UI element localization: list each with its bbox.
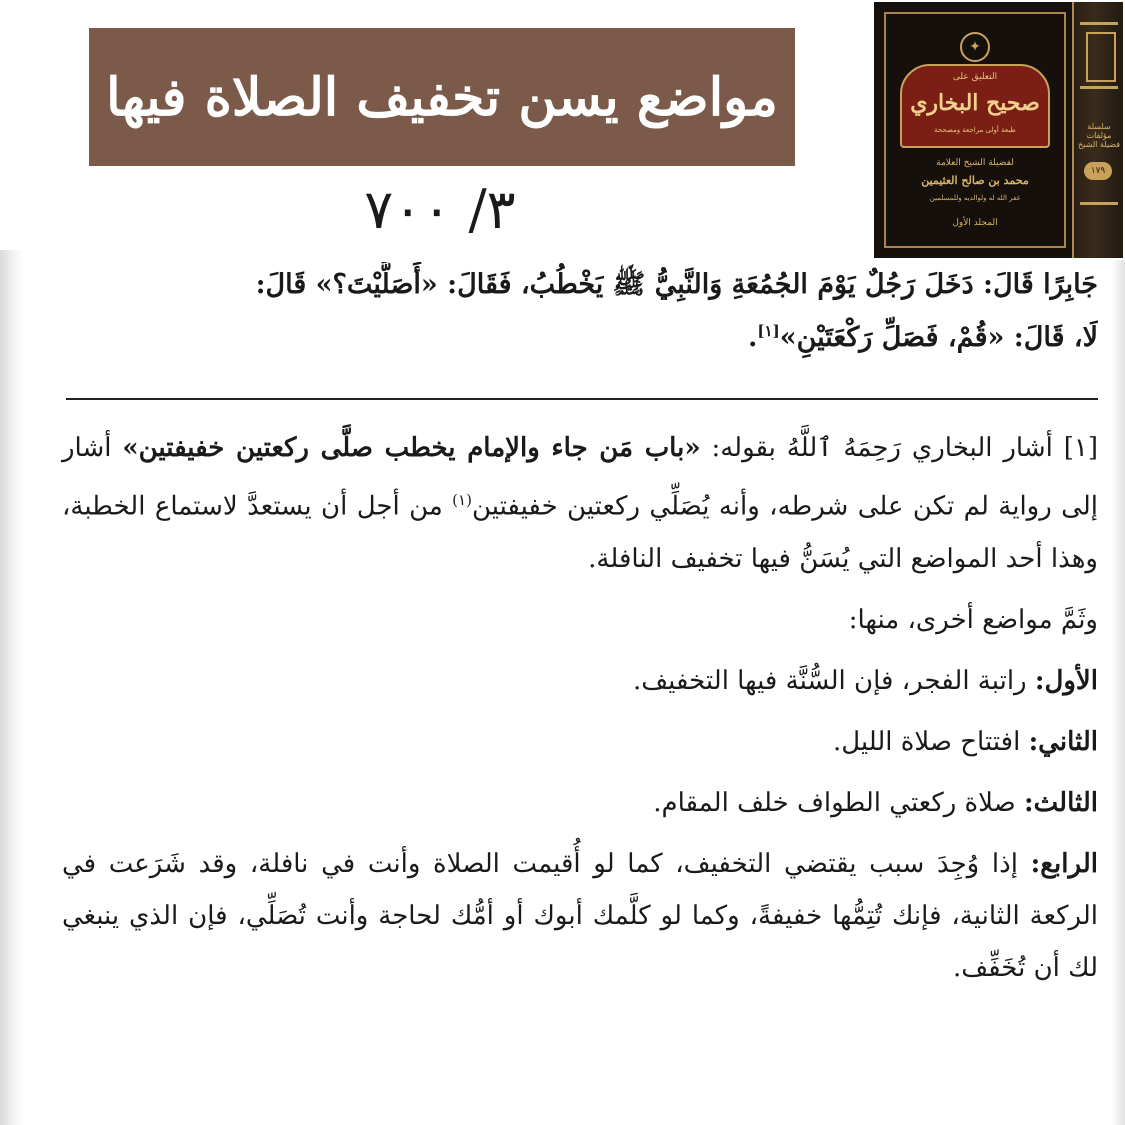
- commentary-text: من أجل أن يستعدَّ لاستماع الخطبة، وهذا أحد المواضع التي يُسَنُّ فيها تخفيف النافلة.: [62, 491, 1098, 574]
- list-item: [62, 838, 1098, 994]
- list-item: [62, 777, 1098, 829]
- hadith-quote: لَا، قَالَ: «قُمْ، فَصَلِّ رَكْعَتَيْنِ»: [779, 322, 1098, 353]
- cover-main-title: صحيح البخاري: [910, 90, 1040, 116]
- list-item: [62, 716, 1098, 768]
- page-edge-shadow-right: [1111, 260, 1125, 1125]
- commentary-paragraph: [62, 422, 1098, 585]
- commentary-section: [62, 422, 1098, 994]
- cover-emblem-icon: ✦: [960, 32, 990, 62]
- hadith-line: جَابِرًا قَالَ: دَخَلَ رَجُلٌ يَوْمَ الجُمُعَةِ وَالنَّبِيُّ ﷺ يَخْطُبُ، فَقَالَ: «أَصَلَّيْتَ؟» قَالَ:: [255, 269, 1098, 300]
- list-item-label: الثاني:: [1028, 726, 1098, 757]
- spine-number: ١٧٩: [1084, 162, 1112, 180]
- spine-slot: [1086, 32, 1116, 82]
- list-item-text: راتبة الفجر، فإن السُّنَّة فيها التخفيف.: [632, 665, 1035, 696]
- cover-author: محمد بن صالح العثيمين: [921, 174, 1029, 187]
- cover-author-prefix: لفضيلة الشيخ العلامة: [936, 158, 1014, 168]
- hadith-line: [62, 308, 1098, 361]
- spine-band: [1080, 86, 1118, 89]
- title-banner: [89, 28, 795, 166]
- chapter-title: «باب مَن جاء والإمام يخطب صلَّى ركعتين خفيفتين»: [122, 433, 701, 463]
- footnote-divider: [66, 398, 1098, 400]
- list-item-label: الثالث:: [1024, 787, 1098, 818]
- commentary-text: [١] أشار البخاري رَحِمَهُ ٱللَّهُ بقوله:: [700, 433, 1098, 463]
- page-edge-shadow: [0, 250, 24, 1125]
- cover-subtitle: طبعة أولى مراجعة ومصححة: [934, 126, 1016, 134]
- commentary-text: أشار إلى رواية لم تكن على شرطه، وأنه يُصَلِّي ركعتين خفيفتين: [62, 433, 1099, 522]
- list-item-text: صلاة ركعتي الطواف خلف المقام.: [653, 787, 1025, 818]
- hadith-end: .: [748, 322, 758, 353]
- book-cover-image: [874, 2, 1123, 258]
- page-title: مواضع يسن تخفيف الصلاة فيها: [106, 66, 778, 128]
- list-item-label: الرابع:: [1030, 848, 1098, 879]
- footnote-ref: (١): [452, 491, 472, 509]
- cover-volume: المجلد الأول: [952, 218, 998, 228]
- list-intro: وثَمَّ مواضع أخرى، منها:: [848, 604, 1098, 635]
- list-item-text: إذا وُجِدَ سبب يقتضي التخفيف، كما لو أُقيمت الصلاة وأنت في نافلة، وقد شَرَعت في الركعة الثانية، فإنك تُتِمُّها خفيفةً، وكما لو كلَّمك أبوك أو أمُّك لحاجة وأنت تُصَلِّي، فإن الذي ينبغي لك أن تُخَفِّف.: [62, 848, 1098, 983]
- list-item-text: افتتاح صلاة الليل.: [832, 726, 1029, 757]
- cover-title-plate: [900, 64, 1050, 148]
- list-item-label: الأول:: [1034, 665, 1098, 696]
- spine-band: [1080, 202, 1118, 205]
- footnote-ref: [١]: [757, 322, 780, 340]
- cover-dua: غفر الله له ولوالديه وللمسلمين: [929, 194, 1021, 202]
- spine-series: سلسلة مؤلفات فضيلة الشيخ: [1077, 122, 1121, 149]
- list-item: [62, 655, 1098, 707]
- cover-top-text: التعليق على: [952, 72, 998, 82]
- volume-page-reference: ٣/ ٧٠٠: [364, 178, 516, 241]
- hadith-text: [62, 262, 1098, 361]
- spine-band: [1080, 22, 1118, 25]
- book-spine: [1072, 2, 1123, 258]
